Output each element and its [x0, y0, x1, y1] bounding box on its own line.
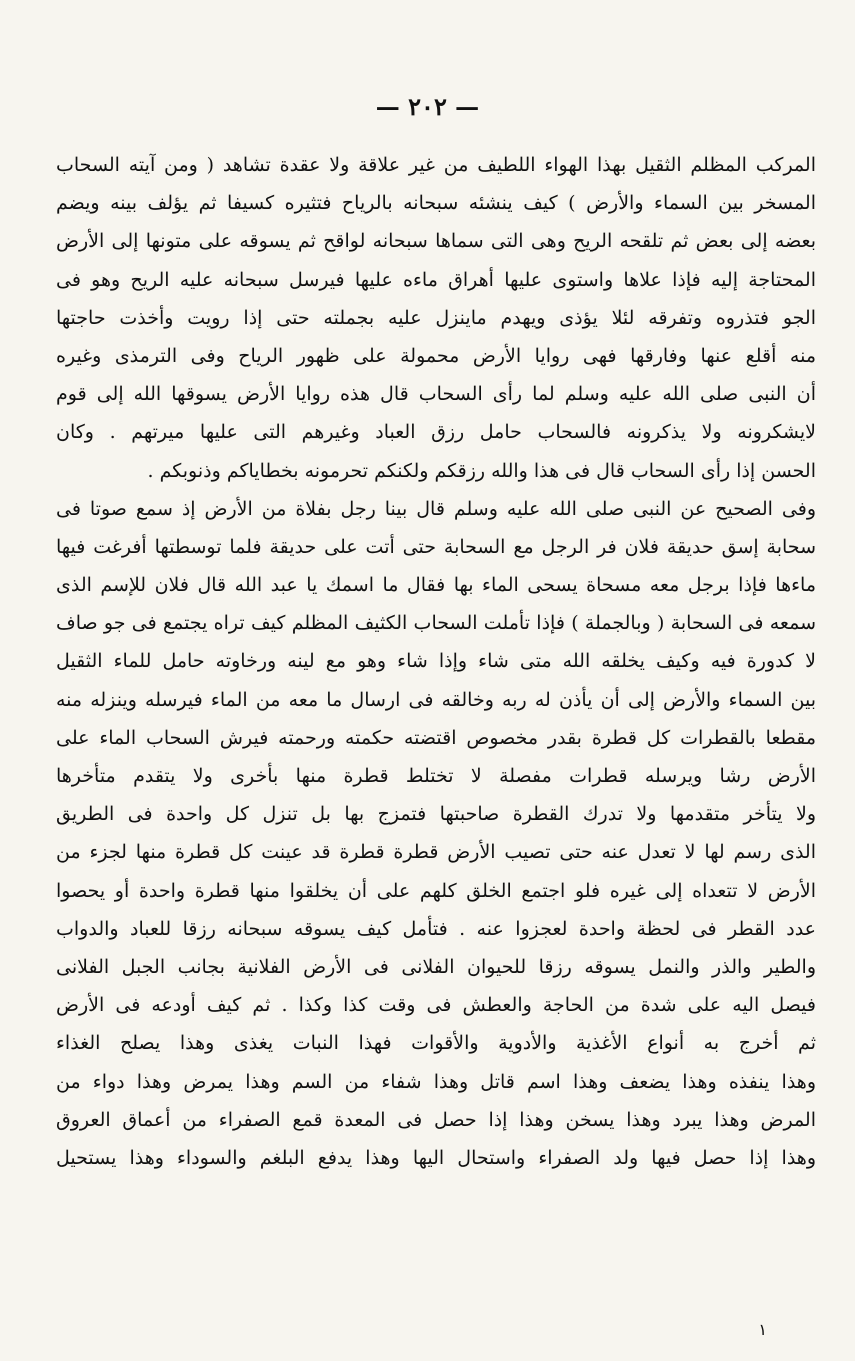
text-line: الأرض رشا ويرسله قطرات مفصلة لا تختلط قطرة منها بأخرى ولا يتقدم متأخرها [56, 765, 816, 787]
text-line: سمعه فى السحابة ( وبالجملة ) فإذا تأملت السحاب الكثيف المظلم كيف تراه يجتمع فى جو صاف [56, 612, 816, 635]
text-line: سحابة إسق حديقة فلان فر الرجل مع السحابة حتى أتت على حديقة فلما توسطتها أفرغت فيها [56, 535, 816, 558]
text-line: لايشكرونه ولا يذكرونه فالسحاب حامل رزق العباد وغيرهم التى عليها ميرتهم . وكان [56, 421, 816, 444]
text-line: منه أقلع عنها وفارقها فهى روايا الأرض محمولة على ظهور الرياح وفى الترمذى وغيره [56, 344, 816, 367]
footer-signature-mark: ١ [758, 1320, 767, 1339]
text-line: ماءها فإذا برجل معه مسحاة يسحى الماء بها فقال ما اسمك يا عبد الله قال فلان للإسم الذى [56, 574, 816, 597]
text-line: مقطعا بالقطرات كل قطرة بقدر مخصوص اقتضته حكمته ورحمته فيرش السحاب الماء على [56, 726, 816, 749]
text-line: الجو فتذروه وتفرقه لئلا يؤذى ويهدم ماينزل عليه بجملته حتى إذا رويت وأخذت حاجتها [56, 306, 816, 329]
text-line: وفى الصحيح عن النبى صلى الله عليه وسلم قال بينا رجل بفلاة من الأرض إذ سمع صوتا فى [56, 497, 816, 520]
text-line: الحسن إذا رأى السحاب قال فى هذا والله رزقكم ولكنكم تحرمونه بخطاياكم وذنوبكم . [147, 459, 816, 482]
text-line: الذى رسم لها لا تعدل عنه حتى تصيب الأرض قطرة قطرة قد عينت كل قطرة منها لجزء من [56, 841, 816, 864]
text-line: ثم أخرج به أنواع الأغذية والأدوية والأقوات فهذا النبات يغذى وهذا يصلح الغذاء [56, 1032, 816, 1055]
text-line: والطير والذر والنمل يسوقه رزقا للحيوان الفلانى فى الأرض الفلانية بجانب الجبل الفلانى [56, 955, 816, 978]
text-line: وهذا ينفذه وهذا يضعف وهذا اسم قاتل وهذا شفاء من السم وهذا يمرض وهذا دواء من [56, 1070, 816, 1093]
text-line: بعضه إلى بعض ثم تلقحه الريح وهى التى سماها سبحانه لواقح ثم يسوقه على متونها إلى الأرض [56, 230, 816, 253]
text-line: بين السماء والأرض إلى أن يأذن له ربه وخالقه فى ارسال ما معه من الماء فيرسله وينزله منه [56, 688, 816, 711]
text-line: وهذا إذا حصل فيها ولد الصفراء واستحال اليها وهذا يدفع البلغم والسوداء وهذا يستحيل [56, 1146, 816, 1169]
text-line: عدد القطر فى لحظة واحدة لعجزوا عنه . فتأمل كيف يسوقه سبحانه رزقا للعباد والدواب [56, 917, 816, 940]
text-line: أن النبى صلى الله عليه وسلم لما رأى السحاب قال هذه روايا الأرض يسوقها الله إلى قوم [56, 383, 816, 406]
body-text [56, 146, 816, 1177]
text-line: المحتاجة إليه فإذا علاها واستوى عليها أهراق ماءه عليها فيرسل سبحانه عليه الريح وهو فى [56, 268, 816, 291]
text-line: المرض وهذا يبرد وهذا يسخن وهذا إذا حصل فى المعدة قمع الصفراء من أعماق العروق [56, 1108, 816, 1131]
text-line: لا كدورة فيه وكيف يخلقه الله متى شاء وإذا شاء وهو مع لينه ورخاوته حامل للماء الثقيل [56, 650, 816, 673]
text-line: ولا يتأخر متقدمها ولا تدرك القطرة صاحبتها فتمزج بها بل تنزل كل واحدة فى الطريق [56, 803, 816, 826]
text-line: المسخر بين السماء والأرض ) كيف ينشئه سبحانه بالرياح فتثيره كسيفا ثم يؤلف بينه ويضم [56, 192, 816, 215]
text-line: الأرض لا تتعداه إلى غيره فلو اجتمع الخلق كلهم على أن يخلقوا منها قطرة واحدة أو يحصوا [56, 879, 816, 902]
page-number: — ٢٠٢ — [375, 92, 480, 121]
text-line: المركب المظلم الثقيل بهذا الهواء اللطيف من غير علاقة ولا عقدة تشاهد ( ومن آيته السحاب [56, 154, 816, 176]
text-line: فيصل اليه على شدة من الحاجة والعطش فى وقت كذا وكذا . ثم كيف أودعه فى الأرض [56, 994, 816, 1017]
